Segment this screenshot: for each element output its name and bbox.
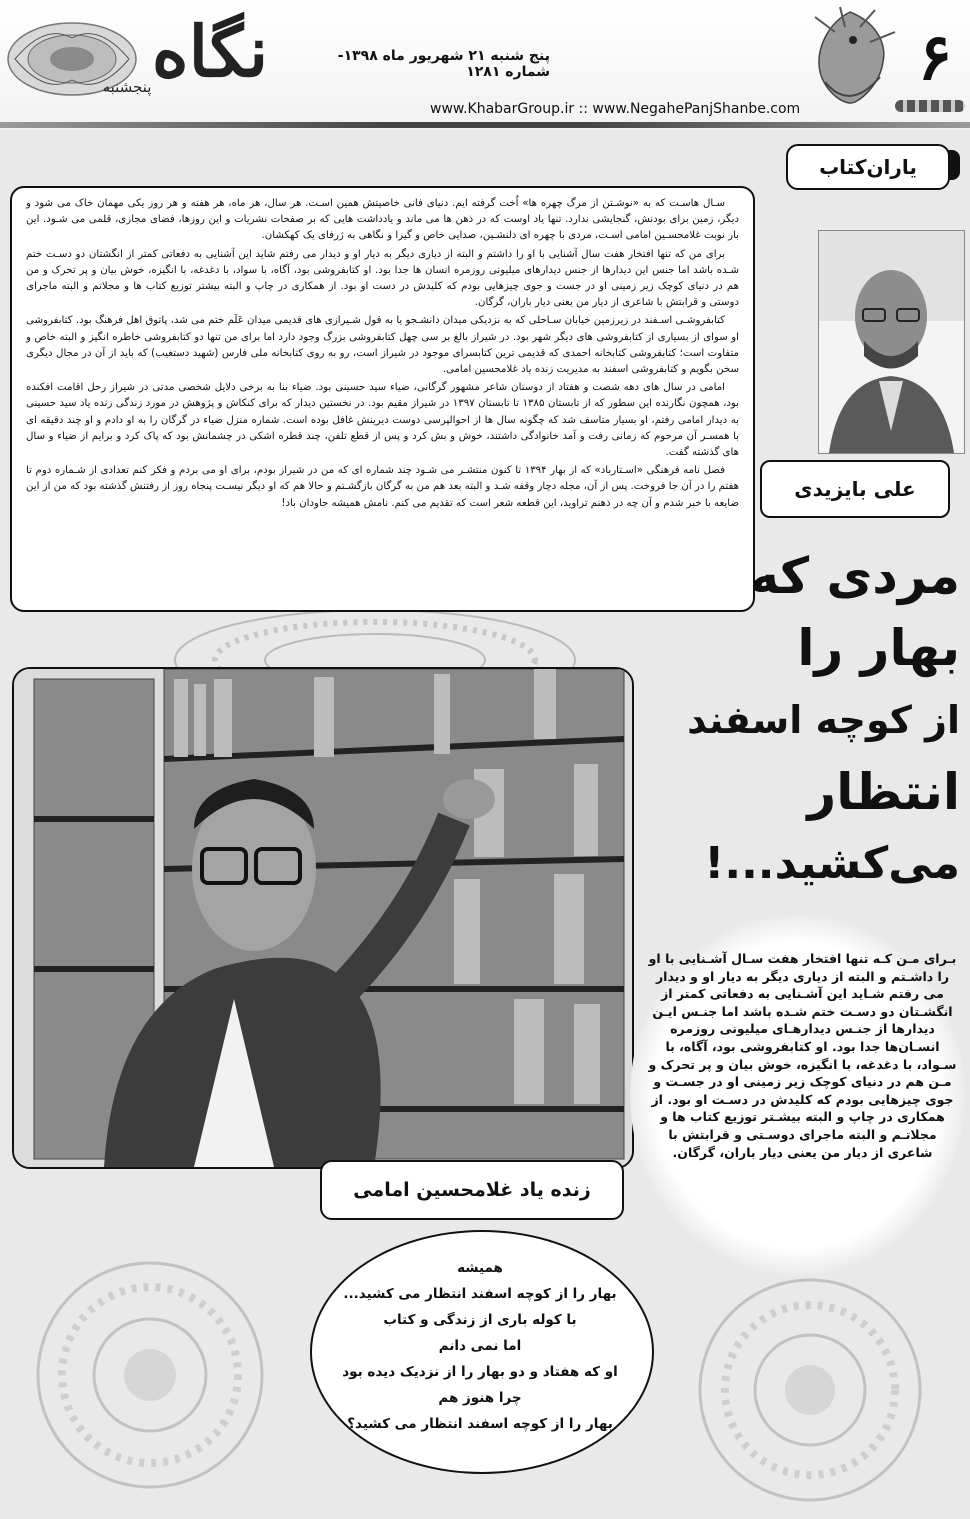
pull-quote: بـرای مـن کـه تنها افتخار هفت سـال آشـنایی با او را داشـتم و البته از دیاری دیگر به دیار او و دیدار می رفتم شـاید این آشـنایی به دفعاتی کمتر از انگشـتان دو دسـت ختم شـده باشد اما جنـس ایـن دیدارها از جنـس دیدارهـای میلیونی روزمره انسـان‌ها جدا بود. او کتابفروشی بود، آگاه، با سـواد، با دغدغه، با انگیزه، خوش بیان و پر تحرک و مـن هم در دنیای کوچک زیر زمینی او در جسـت و جوی چیزهایی بودم که کلیدش در دسـت او بود. از همکاری در چاپ و البته بیشـتر توزیع کتاب ها و مجلاتـم و البته ماجرای دوسـتی و قرابتش با شاعری از دیار من یعنی دیار باران، گرگان.	[648, 951, 957, 1160]
poem-line: بهار را از کوچه اسفند انتظار می کشید...	[343, 1286, 617, 1302]
poem-line: بهار را از کوچه اسفند انتظار می کشید؟	[347, 1416, 613, 1432]
article-paragraph: فصل نامه فرهنگی «اسـتارباد» که از بهار ۱۳۹۴ تا کنون منتشـر می شـود چند شماره ای که من در شیراز بودم، برای او می بردم و فکر کنم تعدادی از شـماره دوم تا هفتم را در آن جا فروخت. پس از آن، مجله دچار وقفه شـد و البته بعد هم من به گرگان بازگشـتم و حالا هم که او دیگر نیسـت پنجاه روز از رفتنش گذشته بود که من از این ضایعه با خبر شدم و آن چه در ذهنم تراوید، این قطعه شعر است که تقدیم می کنم. نامش همیشه جاودان باد!	[26, 465, 739, 509]
article-paragraph: کتابفروشـی اسـفند در زیرزمین خیابان سـاحلی که به نزدیکی میدان دانشـجو یا به قول شـیرازی های قدیمی میدان عَلَم ختم می شد، پاتوق اهل فرهنگ بود. کتابفروشی او سوای از بسیاری از کتابفروشی های دیگر شهر بود. در شیراز بالغ بر سی چهل کتابفروشی بزرگ وجود دارد اما برای من تنها دو کتابفروشی خاطره انگیز و البته خاص و متفاوت است؛ کتابفروشی کتابخانه احمدی که قدیمی ترین کتابسرای موجود در شیراز است، رو به روی کتابخانه ملی فارس (شهید دستغیب) که باید از آن در مجال دیگری سخن بگویم و کتابفروشی اسفند به مدیریت زنده یاد غلامحسین امامی.	[26, 315, 739, 376]
headline-line: مردی که	[749, 547, 960, 605]
poem-line: او که هفتاد و دو بهار را از نزدیک دیده بود	[342, 1364, 618, 1380]
headline-line: می‌کشید...!	[704, 838, 960, 889]
phoenix-icon	[795, 2, 905, 114]
bookshelf-photo-icon	[14, 669, 632, 1167]
mandala-decoration	[680, 1270, 940, 1510]
main-photo	[12, 667, 634, 1169]
headline-line: بهار را	[797, 619, 960, 677]
author-portrait-icon	[819, 231, 964, 453]
mandala-decoration	[20, 1250, 280, 1500]
article-paragraph: برای من که تنها افتخار هفت سال آشنایی با او را داشتم و البته از دیاری دیگر به دیار او و دیدار می رفتم شاید این آشنایی به دفعاتی کمتر از انگشتان دو دسـت ختم شـده باشد اما جنس این دیدارها از جنس دیدارهای میلیونی روزمره انسان ها جدا بود. او کتابفروشی بود، آگاه، با سواد، با دغدغه، با انگیزه، خوش بیان و پر تحرک و من هم در دنیای کوچک زیر زمینی او در جست و جوی چیزهایی بودم که کلیدش در دست او بود. از همکاری در چاپ و البته بیشتر توزیع کتاب ها و مجلاتم و البته ماجرای دوستی و قرابتش با شاعری از دیار من یعنی دیار باران، گرگان.	[26, 248, 739, 309]
headline-line: از کوچه اسفند	[687, 698, 960, 742]
author-name: علی بایزیدی	[760, 460, 950, 518]
author-photo	[818, 230, 965, 454]
chain-decoration	[895, 100, 965, 112]
headline	[687, 540, 960, 900]
logo-subtitle: پنجشنبه	[102, 78, 152, 96]
section-label: یاران‌کتاب	[786, 144, 950, 190]
poem-line: همیشه	[457, 1260, 503, 1276]
headline-line: انتظار	[807, 763, 960, 821]
newspaper-logo: نگاه	[151, 10, 269, 93]
article-paragraph: امامی در سال های دهه شصت و هفتاد از دوستان شاعر مشهور گرگانی، ضیاء سید حسینی بود. ضیاء بنا به برخی دلایل شخصی مدتی در شیراز رحل اقامت افکنده بود، همچون نگارنده این سطور که از تابستان ۱۳۸۵ تا تابستان ۱۳۹۷ در شیراز مقیم بود. در نخستین دیدار که برای کنکاش و پژوهش در مورد زندگی زنده یاد سید حسینی به دیدار امامی رفتم، او بسیار متاسف شد که چگونه سال ها از احوالپرسی دوست دیرینش غافل بوده است. شماره منزل ضیاء در گرگان را به او دادم و او چند دقیقه ای با همسـر آن مرحوم که زمانی رفت و آمد خانوادگی داشتند، خوش و بش کرد و پس از قطع تلفن، چند قطره اشکی در چشمانش بود که پاک کرد و برایم از ضیاء و سال های گذشته گفت.	[26, 382, 739, 459]
poem-line: با کوله باری از زندگی و کتاب	[383, 1312, 577, 1328]
page-header	[0, 0, 970, 130]
article-paragraph: سـال هاسـت که به «نوشـتن از مرگ چهره ها» اُخت گرفته ایم. دنیای فانی خاصیتش همین اسـت. هر سال، هر ماه، هر هفته و هر روز یکی مهمان خاک می شود و دیگر، زمین برای بودنش، گنجایشی ندارد. تنها یاد اوست که در ذهن ها می ماند و یادداشت هایی که بر صفحات نشریات و این روزها، فضای مجازی، قلمی می شـود. این بار نوبت غلامحسـین امامی اسـت، مردی با چهره ای دلنشـین، صدایی خاص و گیرا و نگاهی به ژرفای یک کهکشان.	[26, 198, 739, 242]
poem-line: اما نمی دانم	[438, 1338, 522, 1354]
issue-date: پنج شنبه ۲۱ شهریور ماه ۱۳۹۸- شماره ۱۲۸۱	[337, 48, 550, 80]
poem-line: چرا هنوز هم	[438, 1390, 522, 1406]
article-body	[10, 186, 755, 612]
header-rule	[0, 122, 970, 128]
page-number: ۶	[917, 20, 953, 95]
photo-caption: زنده یاد غلامحسین امامی	[320, 1160, 624, 1220]
poem	[325, 1255, 635, 1437]
website-urls: www.KhabarGroup.ir :: www.NegahePanjShanbe.com	[430, 101, 801, 117]
